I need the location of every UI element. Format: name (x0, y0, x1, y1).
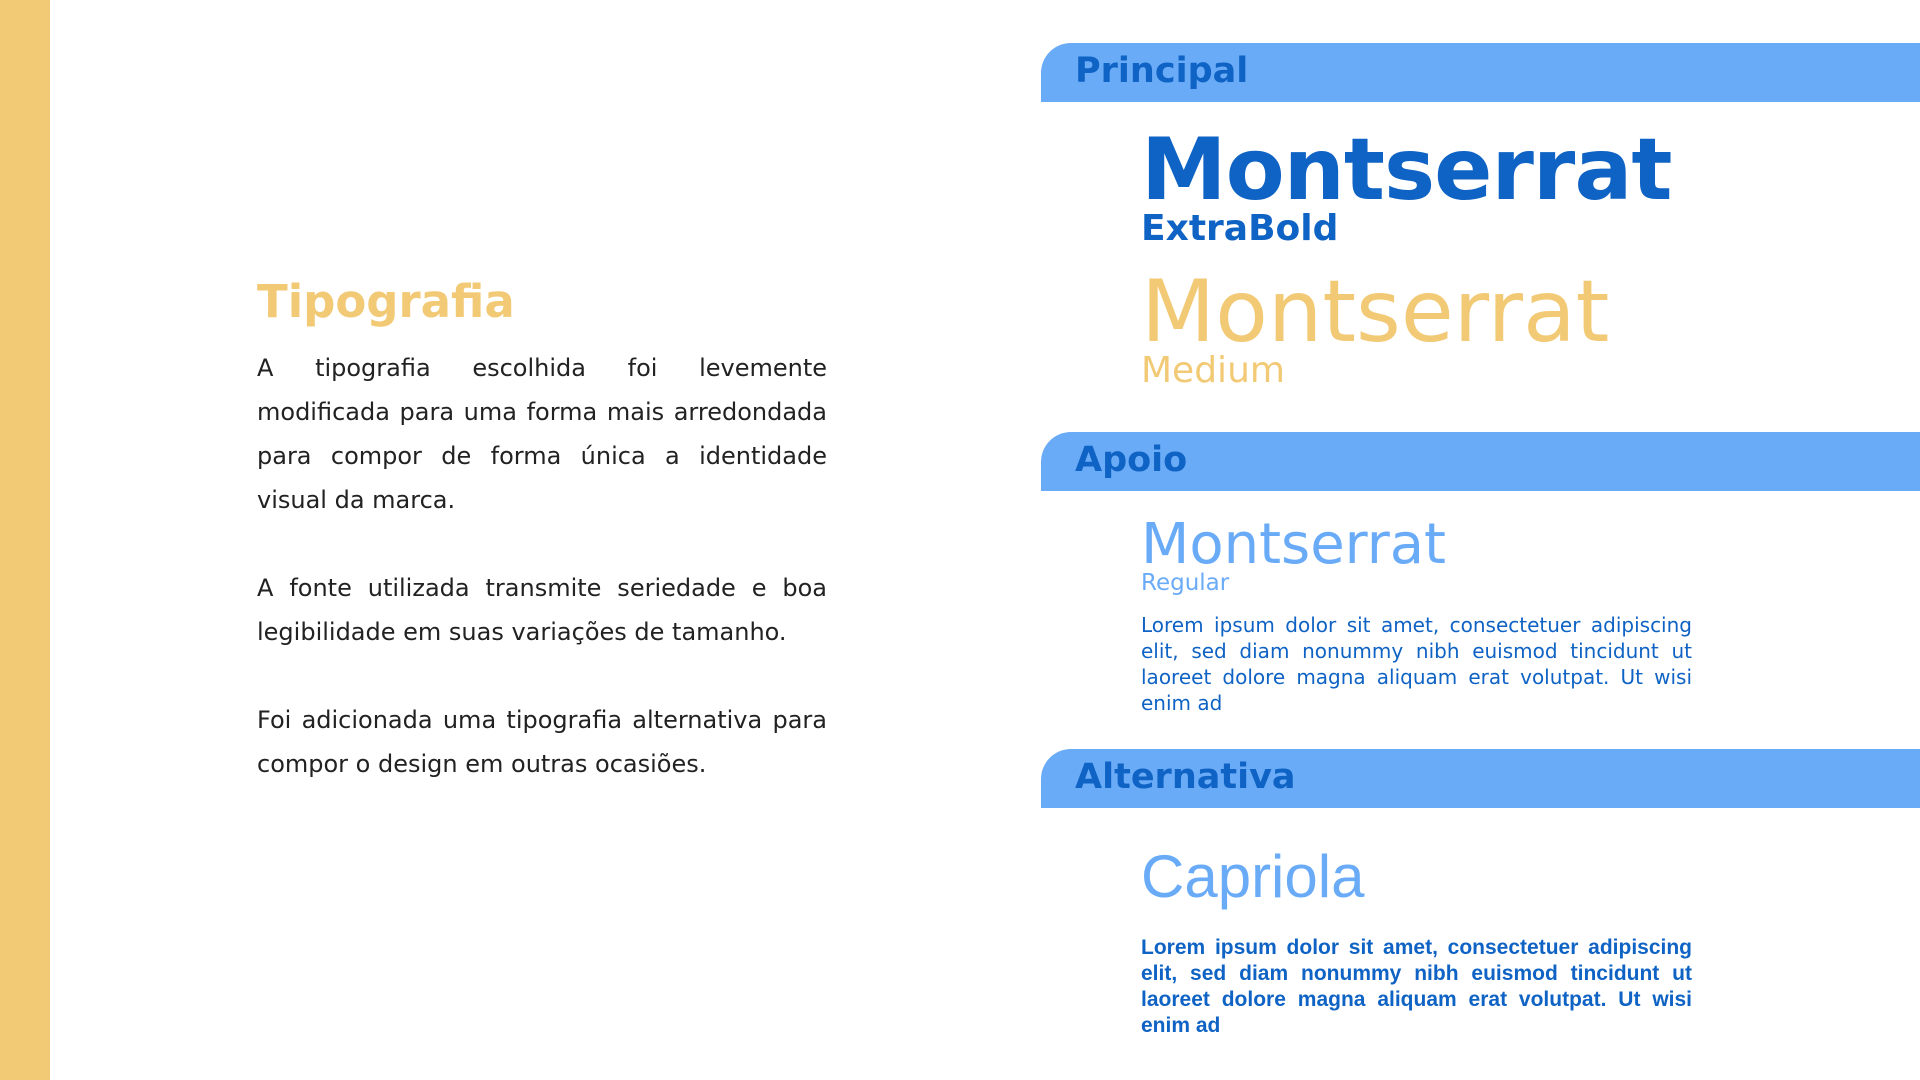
principal-font-sample-extrabold: Montserrat (1141, 120, 1672, 220)
alternativa-font-sample: Capriola (1141, 843, 1365, 910)
apoio-label: Apoio (1075, 440, 1188, 480)
alternativa-label: Alternativa (1075, 757, 1296, 797)
description-paragraph-3: Foi adicionada uma tipografia alternativa para compor o design em outras ocasiões. (257, 706, 827, 778)
principal-weight-medium: Medium (1141, 350, 1285, 391)
apoio-font-sample: Montserrat (1141, 512, 1446, 577)
principal-weight-extrabold: ExtraBold (1141, 208, 1339, 249)
principal-band (1041, 43, 1920, 102)
principal-label: Principal (1075, 51, 1249, 91)
description-paragraph-1: A tipografia escolhida foi levemente modificada para uma forma mais arredondada para compor de forma única a identidade visual da marca. (257, 354, 827, 514)
apoio-weight-regular: Regular (1141, 570, 1230, 596)
alternativa-sample-text: Lorem ipsum dolor sit amet, consectetuer adipiscing elit, sed diam nonummy nibh euismod tincidunt ut laoreet dolore magna aliquam erat volutpat. Ut wisi enim ad (1141, 936, 1692, 1037)
description-paragraph-2: A fonte utilizada transmite seriedade e boa legibilidade em suas variações de tamanho. (257, 574, 827, 646)
apoio-sample-text: Lorem ipsum dolor sit amet, consectetuer adipiscing elit, sed diam nonummy nibh euismod tincidunt ut laoreet dolore magna aliquam erat volutpat. Ut wisi enim ad (1141, 613, 1692, 715)
side-accent-stripe (0, 0, 50, 1080)
alternativa-band (1041, 749, 1920, 808)
apoio-band (1041, 432, 1920, 491)
principal-font-sample-medium: Montserrat (1141, 262, 1610, 362)
description-column (257, 275, 827, 830)
section-title: Tipografia (257, 275, 515, 328)
